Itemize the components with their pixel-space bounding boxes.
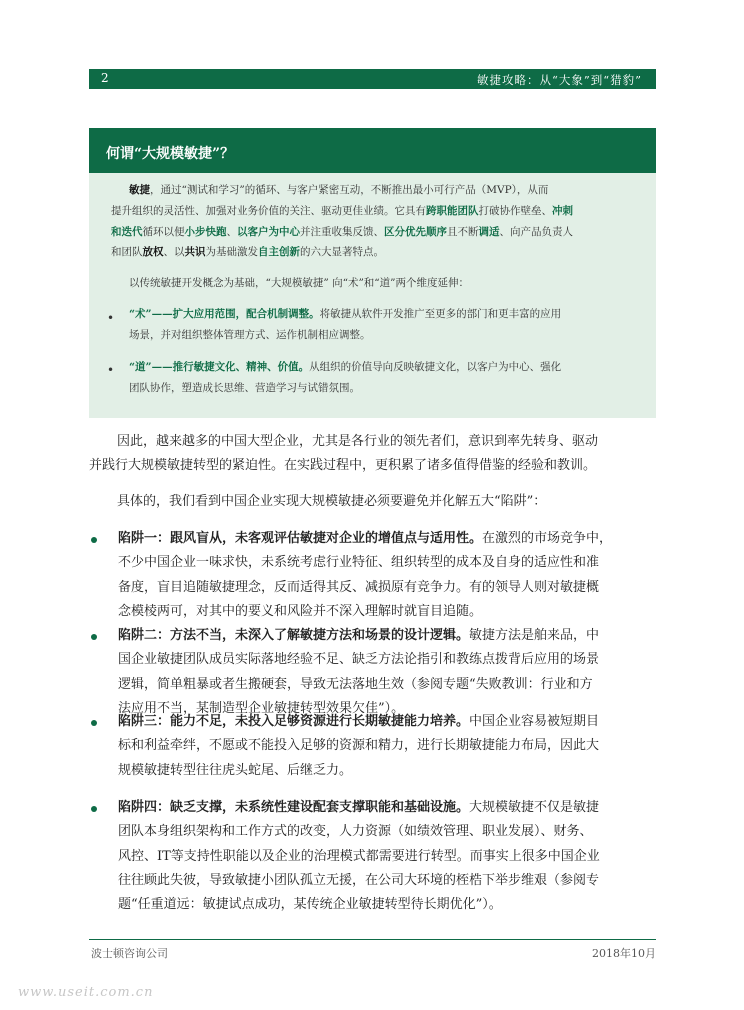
bullet-icon: [91, 806, 97, 812]
box-bullet-2: “道”——推行敏捷文化、精神、价值。从组织的价值导向反映敏捷文化，以客户为中心、强化: [129, 361, 562, 373]
trap-heading: 陷阱二：方法不当，未深入了解敏捷方法和场景的设计逻辑。: [118, 628, 470, 643]
trap-heading: 陷阱四：缺乏支撑，未系统性建设配套支撑职能和基础设施。: [118, 800, 470, 815]
trap-2: 陷阱二：方法不当，未深入了解敏捷方法和场景的设计逻辑。敏捷方法是舶来品，中 国企业敏捷团队成员实际落地经验不足、缺乏方法论指引和教练点拨背后应用的场景 逻辑，简单粗暴或者生搬硬套，导致无法落地生效（参阅专题“失败教训：行业和方 法应用不当，某制造型企业敏捷转型效果欠佳”）。: [118, 628, 600, 716]
box-intro-line: 以传统敏捷开发概念为基础，“大规模敏捷” 向“术”和“道”两个维度延伸：: [129, 277, 470, 289]
trap-4: 陷阱四：缺乏支撑，未系统性建设配套支撑职能和基础设施。大规模敏捷不仅是敏捷 团队本身组织架构和工作方式的改变，人力资源（如绩效管理、职业发展）、财务、 风控、IT等支持性职能以及企业的治理模式都需要进行转型。而事实上很多中国企业 往往顾此失彼，导致敏捷小团队孤立无援，在公司大环境的桎梏下举步维艰（参阅专 题“任重道远：敏捷试点成功，某传统企业敏捷转型待长期优化”）。: [118, 800, 600, 913]
term-agile: 敏捷: [129, 184, 150, 196]
box-bullet-1: “术”——扩大应用范围，配合机制调整。将敏捷从软件开发推广至更多的部门和更丰富的应用: [129, 308, 562, 320]
box-bullet-1-cont: 场景，并对组织整体管理方式、运作机制相应调整。: [129, 329, 371, 341]
header-title: 敏捷攻略：从“大象”到“猎豹”: [476, 73, 642, 87]
box-paragraph-line: 敏捷，通过“测试和学习”的循环、与客户紧密互动，不断推出最小可行产品（MVP），从而: [129, 184, 549, 196]
box-paragraph-line: 和迭代循环以便小步快跑、以客户为中心并注重收集反馈、区分优先顺序且不断调适、向产品负责人: [111, 226, 573, 238]
bullet-icon: •: [107, 363, 115, 377]
body-paragraph-line: 并践行大规模敏捷转型的紧迫性。在实践过程中，更积累了诸多值得借鉴的经验和教训。: [89, 458, 597, 473]
trap-3: 陷阱三：能力不足，未投入足够资源进行长期敏捷能力培养。中国企业容易被短期目 标和利益牵绊，不愿或不能投入足够的资源和精力，进行长期敏捷能力布局，因此大 规模敏捷转型往往虎头蛇尾、后继乏力。: [118, 714, 600, 778]
watermark: www.useit.com.cn: [18, 985, 154, 1000]
bullet-icon: [91, 720, 97, 726]
trap-heading: 陷阱三：能力不足，未投入足够资源进行长期敏捷能力培养。: [118, 714, 470, 729]
box-title: 何谓“大规模敏捷”？: [106, 146, 235, 162]
body-paragraph-line: 因此，越来越多的中国大型企业，尤其是各行业的领先者们，意识到率先转身、驱动: [117, 434, 599, 449]
bullet-icon: •: [107, 311, 115, 325]
bullet-icon: [91, 537, 97, 543]
footer-company: 波士顿咨询公司: [91, 947, 168, 960]
footer-date: 2018年10月: [592, 947, 656, 960]
page-number: 2: [101, 71, 109, 85]
trap-1: 陷阱一：跟风盲从，未客观评估敏捷对企业的增值点与适用性。在激烈的市场竞争中， 不少中国企业一味求快，未系统考虑行业特征、组织转型的成本及自身的适应性和准 备度，盲目追随敏捷理念，反而适得其反、减损原有竞争力。有的领导人则对敏捷概 念模棱两可，对其中的要义和风险并不深入理解时就盲目追随。: [118, 531, 613, 619]
trap-heading: 陷阱一：跟风盲从，未客观评估敏捷对企业的增值点与适用性。: [118, 531, 483, 546]
box-bullet-2-cont: 团队协作，塑造成长思维、营造学习与试错氛围。: [129, 382, 360, 394]
bullet-icon: [91, 634, 97, 640]
body-paragraph-intro: 具体的，我们看到中国企业实现大规模敏捷必须要避免并化解五大“陷阱”：: [117, 494, 547, 509]
footer-divider: [89, 939, 656, 940]
box-paragraph-line: 提升组织的灵活性、加强对业务价值的关注、驱动更佳业绩。它具有跨职能团队打破协作壁垒、冲刺: [111, 205, 573, 217]
page-header: [89, 69, 656, 89]
definition-box: [89, 173, 656, 418]
box-paragraph-line: 和团队放权、以共识为基础激发自主创新的六大显著特点。: [111, 246, 384, 258]
box-title-bar: [89, 128, 656, 173]
